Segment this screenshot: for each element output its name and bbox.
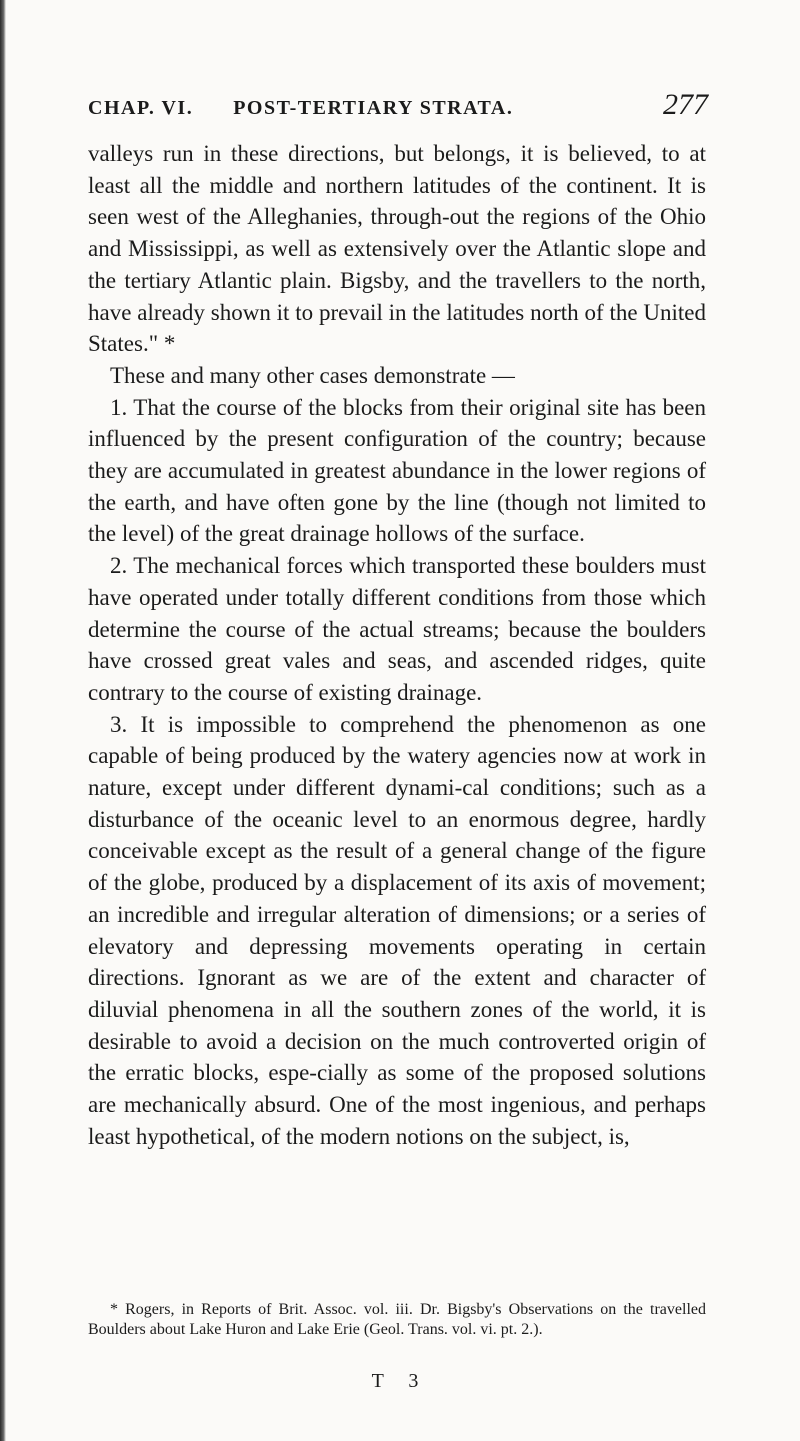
- running-head: [88, 88, 708, 128]
- paragraph-intro: These and many other cases demonstrate —: [110, 362, 515, 388]
- paragraph-continuation: valleys run in these directions, but belongs, it is believed, to at least all the middle and northern latitudes of the continent. It is seen west of the Alleghanies, through-out the regions of the Ohio and Mississippi, as well as extensively over the Atlantic slope and the tertiary Atlantic plain. Bigsby, and the travellers to the north, have already shown it to prevail in the latitudes north of the United States." *: [88, 141, 706, 357]
- section-title: POST-TERTIARY STRATA.: [233, 97, 514, 119]
- paragraph-point-3: 3. It is impossible to comprehend the phenomenon as one capable of being produced by the watery agencies now at work in nature, except under different dynami-cal conditions; such as a disturbance of the oceanic level to an enormous degree, hardly conceivable except as the result of a general change of the figure of the globe, produced by a displacement of its axis of movement; an incredible and irregular alteration of dimensions; or a series of elevatory and depressing movements operating in certain directions. Ignorant as we are of the extent and character of diluvial phenomena in all the southern zones of the world, it is desirable to avoid a decision on the much controverted origin of the erratic blocks, espe-cially as some of the proposed solutions are mechanically absurd. One of the most ingenious, and perhaps least hypothetical, of the modern notions on the subject, is,: [88, 711, 706, 1149]
- binding-edge: [0, 0, 6, 1441]
- footnote-text: * Rogers, in Reports of Brit. Assoc. vol. iii. Dr. Bigsby's Observations on the travelled Boulders about Lake Huron and Lake Erie (Geol. Trans. vol. vi. pt. 2.).: [88, 1301, 706, 1338]
- paragraph-point-1: 1. That the course of the blocks from their original site has been influenced by the present configuration of the country; because they are accumulated in greatest abundance in the lower regions of the earth, and have often gone by the line (though not limited to the level) of the great drainage hollows of the surface.: [88, 394, 706, 547]
- paragraph-point-2: 2. The mechanical forces which transported these boulders must have operated under totally different conditions from those which determine the course of the actual streams; because the boulders have crossed great vales and seas, and ascended ridges, quite contrary to the course of existing drainage.: [88, 553, 706, 705]
- chapter-heading: CHAP. VI.: [88, 97, 194, 119]
- signature-mark: T 3: [371, 1370, 429, 1392]
- body-text: [88, 138, 706, 1153]
- footnote: [88, 1300, 706, 1340]
- page-number: 277: [663, 88, 708, 121]
